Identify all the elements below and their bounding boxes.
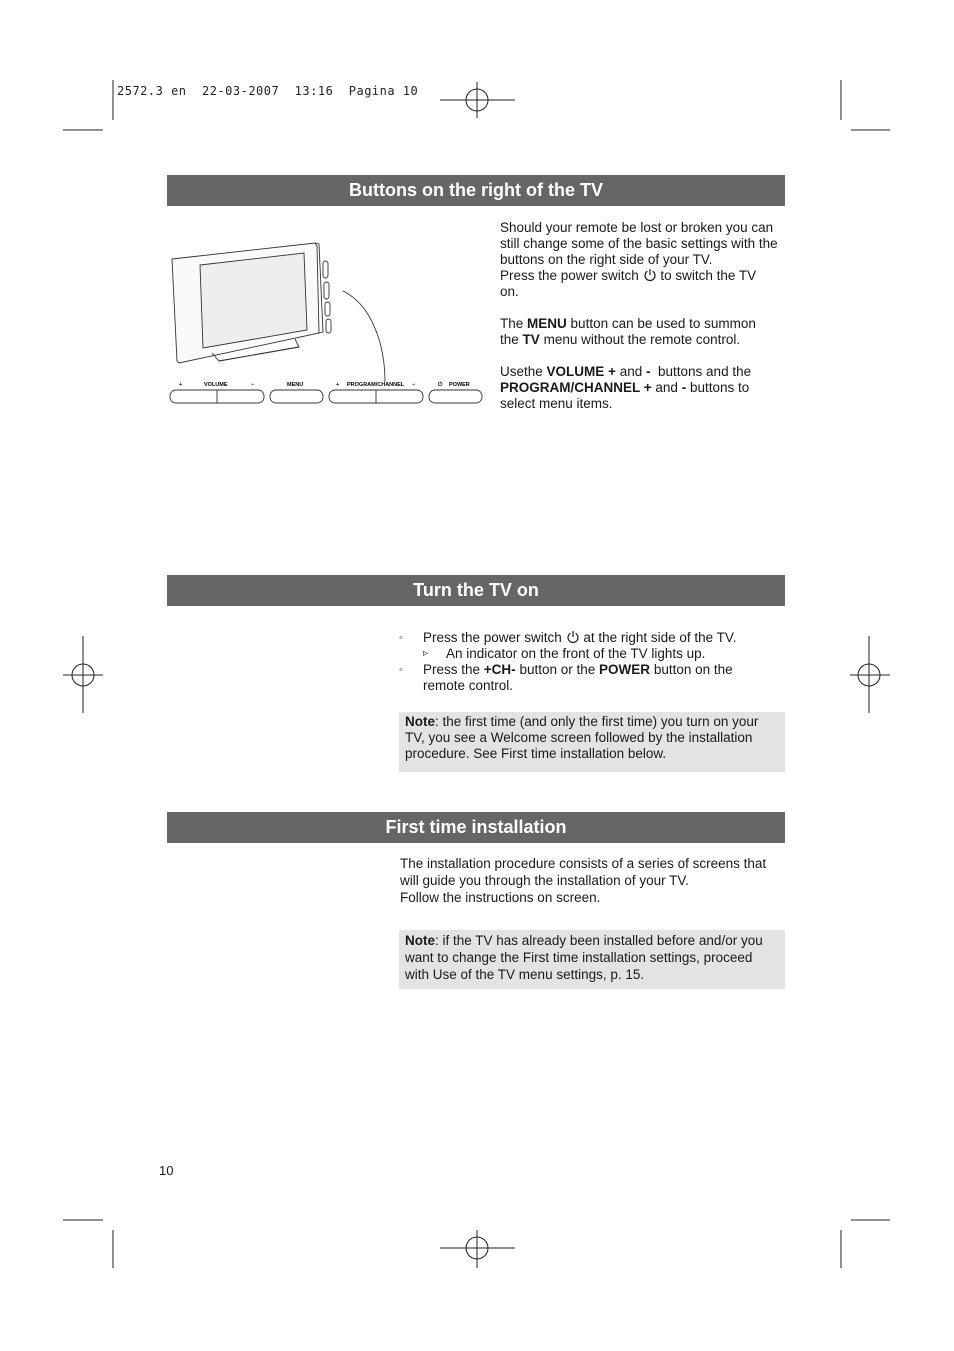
print-slug: 2572.3 en 22-03-2007 13:16 Pagina 10: [117, 84, 419, 98]
section-title-turn-on: Turn the TV on: [167, 575, 785, 606]
power-icon: [566, 630, 580, 644]
list-item: ◦ Press the +CH- button or the POWER button on the remote control.: [399, 662, 733, 693]
label-volume: VOLUME: [204, 382, 228, 388]
list-subitem: ▹ An indicator on the front of the TV lights up.: [423, 646, 706, 661]
buttons-description: Should your remote be lost or broken you can still change some of the basic settings with the buttons on the right side of your TV. Press the power switch to switch the TV on. The MENU button can be used to summon the TV menu without the remote control. Usethe VOLUME + and - buttons and the PROGRAM/CHANNEL + and - buttons to select menu items.: [500, 220, 778, 411]
label-menu: MENU: [287, 382, 304, 388]
label-program-plus: +: [336, 382, 340, 388]
section-title-first-time: First time installation: [167, 812, 785, 843]
label-power: POWER: [449, 382, 470, 388]
note-first-time: Note: if the TV has already been installed before and/or you want to change the First time installation settings, proceed with Use of the TV menu settings, p. 15.: [399, 930, 785, 989]
note-turn-on: Note: the first time (and only the first time) you turn on your TV, you see a Welcome screen followed by the installation procedure. See First time installation below.: [399, 712, 785, 772]
first-time-description: The installation procedure consists of a series of screens that will guide you through the installation of your TV. Follow the instructions on screen.: [400, 856, 767, 905]
label-program-minus: −: [412, 382, 416, 388]
label-volume-minus: −: [251, 382, 255, 388]
label-program-channel: PROGRAM/CHANNEL: [347, 382, 405, 388]
turn-on-steps: [399, 630, 789, 694]
list-item: ◦ Press the power switch at the right side of the TV. ▹ An indicator on the front of the TV lights up.: [399, 630, 789, 662]
page-number: 10: [159, 1163, 174, 1178]
section-title-buttons: Buttons on the right of the TV: [167, 175, 785, 206]
power-icon: ⏻: [438, 382, 443, 388]
tv-illustration: [167, 235, 487, 410]
power-icon: [643, 268, 657, 282]
label-volume-plus: +: [179, 382, 183, 388]
